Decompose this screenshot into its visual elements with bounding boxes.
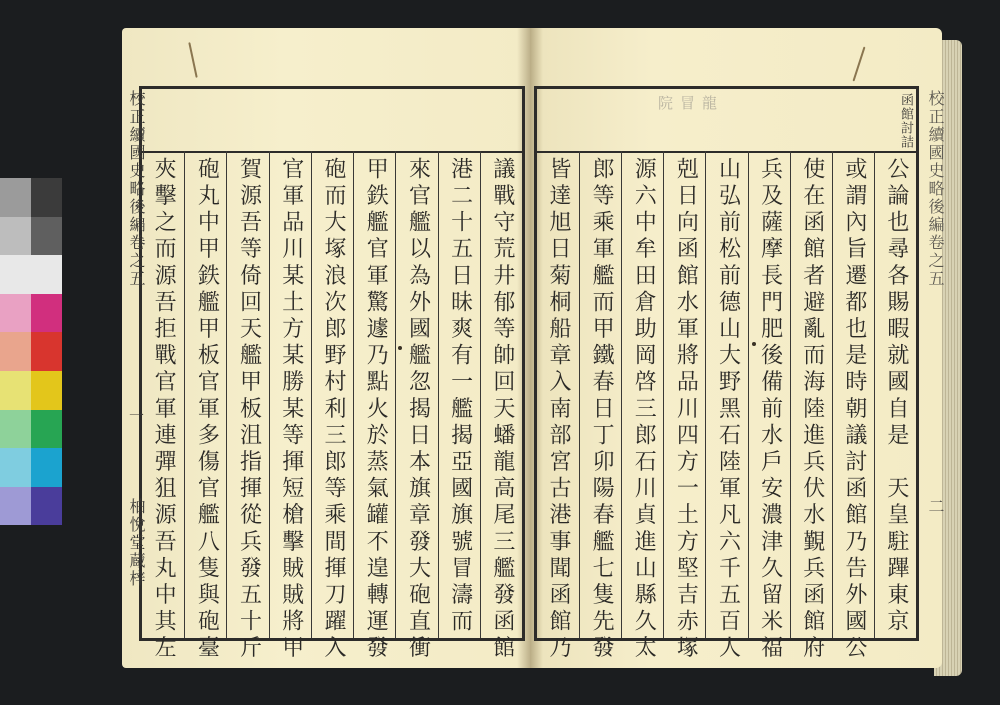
swatch-row (0, 448, 62, 487)
swatch-row (0, 487, 62, 526)
right-text-frame (534, 86, 919, 663)
column-text: 郎等乘軍艦而甲鐵春日丁卯陽春艦七隻先發 (589, 157, 615, 663)
color-swatch (31, 448, 62, 487)
binding-thread (188, 42, 197, 78)
column-text: 兵及薩摩長門肥後備前水戶安濃津久留米福 (757, 157, 783, 663)
column-text: 山弘前松前德山大野黑石陸軍凡六千五百人 (715, 157, 741, 663)
color-swatch (0, 332, 31, 371)
text-column (874, 151, 917, 638)
right-margin-folio: 二 (926, 498, 945, 516)
color-swatch (0, 448, 31, 487)
color-swatch (0, 294, 31, 333)
text-column (621, 151, 664, 663)
column-text: 來官艦以為外國艦忽揭日本旗章發大砲直衝 (405, 157, 431, 663)
left-margin-folio: 一 (127, 408, 145, 425)
text-column (537, 151, 579, 663)
column-text: 剋日向函館水軍將品川四方一土方堅吉赤塚 (673, 157, 699, 663)
left-margin-publisher: 柏悅堂蔵梓 (127, 498, 146, 588)
color-swatch (31, 294, 62, 333)
column-text: 砲丸中甲鉄艦甲板官軍多傷官艦八隻與砲臺 (194, 157, 220, 663)
text-column (579, 151, 622, 663)
right-header-band (537, 89, 916, 153)
column-text: 議戰守荒井郁等帥回天蟠龍高尾三艦發函館 (489, 157, 515, 663)
binding-thread (852, 47, 865, 82)
text-column (395, 151, 438, 663)
text-column (705, 151, 748, 663)
color-swatch (31, 255, 62, 294)
column-text: 官軍品川某土方某勝某等揮短槍擊賊賊將甲 (278, 157, 304, 663)
text-column (438, 151, 481, 638)
text-column (269, 151, 312, 663)
left-text-frame (139, 86, 525, 663)
text-column (832, 151, 875, 663)
color-swatch (31, 217, 62, 256)
column-text: 或謂內旨遷都也是時朝議討函館乃告外國公 (841, 157, 867, 663)
color-swatch (31, 178, 62, 217)
color-swatch (0, 487, 31, 526)
column-text: 甲鉄艦官軍驚遽乃點火於蒸氣罐不遑轉運發 (363, 157, 389, 663)
color-swatch (31, 371, 62, 410)
bleed-through-text: 龍 (700, 95, 718, 113)
column-text: 皆達旭日菊桐船章入南部宮古港事聞函館乃 (546, 157, 572, 663)
column-text: 公論也尋各賜暇就國自是 天皇駐蹕東京 (883, 157, 909, 636)
color-calibration-strip (0, 178, 62, 525)
column-text: 源六中牟田倉助岡啓三郎石川貞進山縣久太 (631, 157, 657, 663)
text-column (226, 151, 269, 663)
text-column (480, 151, 523, 663)
color-swatch (31, 410, 62, 449)
color-swatch (31, 487, 62, 526)
bleed-through-text: 冒 (678, 95, 696, 113)
text-column (311, 151, 354, 663)
column-text: 港二十五日昧爽有一艦揭亞國旗號冒濤而 (447, 157, 473, 636)
wormhole-spot (398, 346, 402, 350)
swatch-row (0, 294, 62, 333)
bleed-through-text: 院 (656, 95, 674, 113)
swatch-row (0, 217, 62, 256)
color-swatch (0, 178, 31, 217)
open-book (112, 28, 962, 676)
text-column (142, 151, 184, 663)
text-column (353, 151, 396, 663)
wormhole-spot (752, 342, 756, 346)
column-text: 賀源吾等倚回天艦甲板沮指揮從兵發五十斤 (236, 157, 262, 663)
swatch-row (0, 178, 62, 217)
swatch-row (0, 371, 62, 410)
column-text: 使在函館者避亂而海陸進兵伏水覲兵函館府 (799, 157, 825, 663)
text-column (790, 151, 833, 663)
text-column (184, 151, 227, 663)
column-text: 夾擊之而源吾拒戰官軍連彈狙源吾丸中其左 (151, 157, 177, 663)
text-column (663, 151, 706, 663)
swatch-row (0, 255, 62, 294)
header-annotation: 函館討詰 (898, 93, 913, 149)
color-swatch (0, 371, 31, 410)
swatch-row (0, 410, 62, 449)
left-header-band (142, 89, 522, 153)
text-column (748, 151, 791, 663)
right-margin-title: 校正續國史略後編卷之五 (926, 90, 945, 288)
left-margin-title: 校正續國史略後編卷之五 (127, 90, 146, 288)
color-swatch (0, 217, 31, 256)
color-swatch (31, 332, 62, 371)
color-swatch (0, 410, 31, 449)
column-text: 砲而大塚浪次郎野村利三郎等乘間揮刀躍入 (320, 157, 346, 663)
color-swatch (0, 255, 31, 294)
swatch-row (0, 332, 62, 371)
